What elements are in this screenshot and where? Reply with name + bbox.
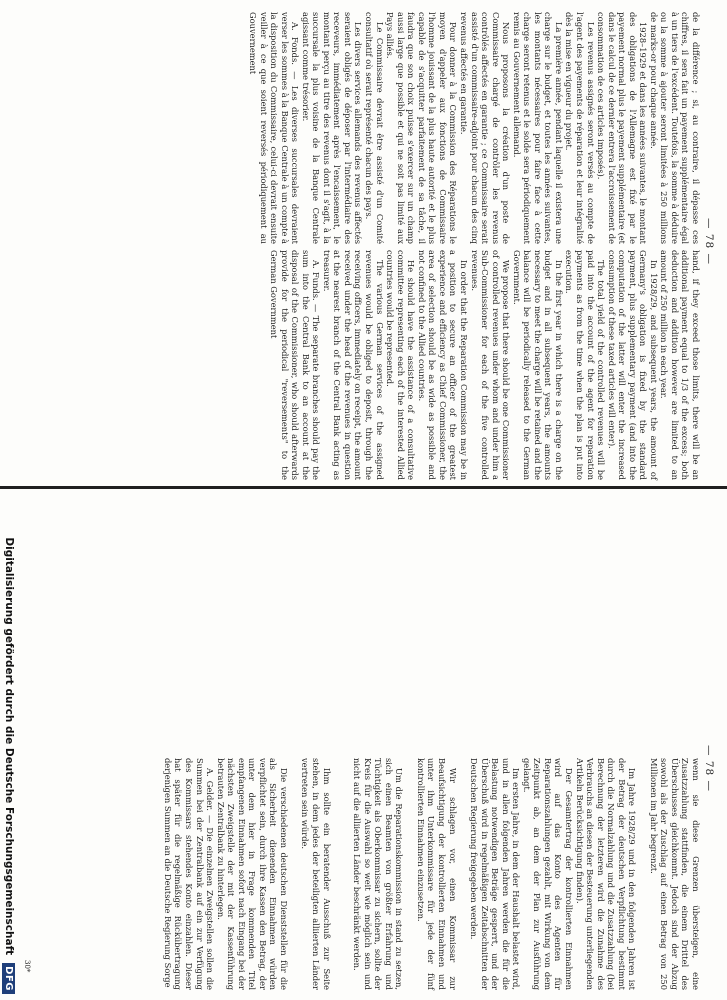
signature-mark: 30*: [23, 960, 31, 973]
paragraph: We propose that there should be one Commissioner of controlled revenues under whom and under him a Sub-Commissioner for each of the five controlled revenues.: [469, 250, 512, 480]
paragraph: In the first year in which there is a charge on the budget and in all subsequent years, the amounts necessary to meet the charge will be retained and the balance will be periodically released to the German Government.: [511, 250, 564, 480]
paragraph: The various German services of the assigned revenues would be obliged to deposit, through the receiving officers, immediately on receipt, the amount received under the head of the revenues in question at the nearest branch of the Central Bank acting as treasurer.: [321, 250, 385, 480]
paragraph: wenn sie diese Grenzen übersteigen, eine Zusatzzahlung stattfinden, die einem Drittel des Überschusses gleichkommt. Jedoch sind der Abzug sowohl als der Zuschlag auf einen Betrag von 250 Millionen im Jahr begrenzt.: [648, 758, 701, 990]
german-column: [162, 758, 701, 990]
digitization-footer: [0, 0, 18, 1000]
paragraph: Die verschiedenen deutschen Dienststellen für die als Sicherheit dienenden Einnahmen würden verpflichtet sein, durch ihre Kassen den Betrag, der unter dem hier in Frage kommenden Titel empfangenen Einnahmen sofort nach Eingang bei der nächsten Zweigstelle der mit der Kassenführung betrauten Zentralbank zu hinterlegen.: [215, 758, 289, 990]
paragraph: 1928–1929 et dans les années suivantes, le montant des obligations de l'Allemagne est fixé par le payement normal plus le payement supplémentaire (et dans le calcul de ce dernier entrera l'accroissement de consommation de ces articles imposés).: [596, 12, 649, 244]
paragraph: de la différence ; si, au contraire, il dépasse ces chiffres, il sera fait un payement supplémentaire égal à un tiers de l'excédent. Toutefois, la somme à déduire ou la somme à ajouter seront limitées à 250 millions de marks-or pour chaque année.: [648, 12, 701, 244]
paragraph: Le Commissaire devrait être assisté d'un Comité consultatif où serait représenté chacun des pays.: [364, 12, 385, 244]
paragraph: A. Fonds. — Les diverses succursales devraient verser les sommes à la Banque Centrale à un compte à la disposition du Commissaire, celui-ci devrait ensuite veiller à ce que soient reversés périodiquement au Gouvernement: [248, 12, 301, 244]
french-column: [247, 12, 701, 244]
paragraph: Les revenus assignés seront versés au compte de l'agent des payements de réparation et leur intégralité dès la mise en vigueur du projet.: [564, 12, 596, 244]
page-number-left: — 78 —: [703, 218, 715, 266]
paragraph: Ihm sollte ein beratender Ausschuß zur Seite stehen, in dem jedes der beteiligten alliierten Länder vertreten sein würde.: [300, 758, 332, 990]
dfg-notice: Digitalisierung gefördert durch die Deutsche Forschungsgemeinschaft: [3, 537, 15, 956]
paragraph: Nous proposons la création d'un poste de Commissaire chargé de contrôler les revenus contrôlés affectés en garantie ; ce Commissaire serait assisté d'un commissaire-adjoint pour chacun des cinq revenus affectés en garantie.: [458, 12, 512, 244]
page-fold-divider: [0, 486, 727, 489]
paragraph: A. Gelder. — Die einzelnen Zweigstellen sollen die Summen bei der Zentralbank auf ein zur Verfügung des Kommissars stehendes Konto einzahlen. Dieser hat später für die regelmäßige Rückübertragung derjenigen Summen an die Deutsche Regierung Sorge: [162, 758, 216, 990]
paragraph: Der Gesamtertrag der kontrollierten Einnahmen wird auf das Konto des Agenten für Reparationszahlungen gezahlt, mit Wirkung von dem Zeitpunkt ab, an dem der Plan zur Ausführung gelangt.: [521, 758, 574, 990]
paragraph: hand, if they exceed those limits, there will be an additional payment equal to 1/3 of the excess; both deduction and addition however are limited to an amount of 250 million in each year.: [659, 250, 701, 480]
paragraph: Pour donner à la Commission des Réparations le moyen d'appeler aux fonctions de Commissaire l'homme jouissant de la plus haute autorité et le plus capable de s'acquitter parfaitement de sa tâche, il faudra que son choix puisse s'exercer sur un champ aussi large que possible et qui ne soit pas limité aux Pays alliés.: [385, 12, 459, 244]
page-number-right: — 78 —: [703, 745, 715, 793]
paragraph: La première année, pendant laquelle il existera une charge sur le budget, et toutes les années suivantes, les montants nécessaires pour faire face à cette charge seront retenus et le solde sera périodiquement remis au Gouvernement allemand.: [511, 12, 564, 244]
dfg-logo: DFG: [3, 963, 16, 994]
paragraph: Um die Reparationskommission in stand zu setzen, sich einen Beamten von größter Erfahrung und Tüchtigkeit als Oberkommissar zu sichern, sollte der Kreis für die Auswahl so weit wie möglich sein und nicht auf die alliierten Länder beschränkt werden.: [352, 758, 405, 990]
paragraph: A. Funds. — The separate branches should pay the sum into the Central Bank to an account at the disposal of the Commissioner, who should afterwards provide for the periodical "reversements" to the German Government: [269, 250, 322, 480]
paragraph: Im Jahre 1928/29 und in den folgenden Jahren ist der Betrag der deutschen Verpflichtung bestimmt durch die Normalzahlung und die Zusatzzahlung (bei Berechnung der letzteren wird die Zunahme des Verbrauchs an diesen der Besteuerung unterliegenden Artikeln Berücksichtigung finden).: [574, 758, 638, 990]
paragraph: In order that the Reparation Commission may be in a position to secure an officer of the greatest experience and efficiency as Chief Commissioner, the area of selection should be as wide as possible and not confined to the Allied countries.: [416, 250, 469, 480]
paragraph: He should have the assistance of a consultative committee representing each of the interested Allied countries would be represented.: [385, 250, 417, 480]
paragraph: Im ersten Jahre, in dem der Haushalt belastet wird, und in allen folgenden Jahren werden die für die Belastung notwendigen Beträge gesperrt, und der Überschuß wird in regelmäßigen Zeitabschnitten der Deutschen Regierung freigegeben werden.: [469, 758, 522, 990]
paragraph: The total yield of the controlled revenues will be paid into the account of the agent for reparation payments as from the time when the plan is put into execution.: [564, 250, 607, 480]
paragraph: Les divers services allemands des revenus affectés seraient obligés de déposer par l'intermédiaire des receveurs, immédiatement après l'encaissement, le montant perçu au titre des revenus dont il s'agit, à la succursale la plus voisine de la Banque Centrale agissant comme trésorier.: [300, 12, 364, 244]
paragraph: Wir schlagen vor, einen Kommissar zur Beaufsichtigung der kontrollierten Einnahmen und unter ihm Unterkommissare für jede der fünf kontrollierten Einnahmen einzusetzen.: [415, 758, 458, 990]
english-column: [269, 250, 701, 480]
paragraph: In 1928/29, and subsequent years, the amount of Germany's obligation is fixed by the standard payment, plus supplementary payment (and into the computation of the latter will enter the increased consumption of these taxed articles will enter).: [606, 250, 659, 480]
